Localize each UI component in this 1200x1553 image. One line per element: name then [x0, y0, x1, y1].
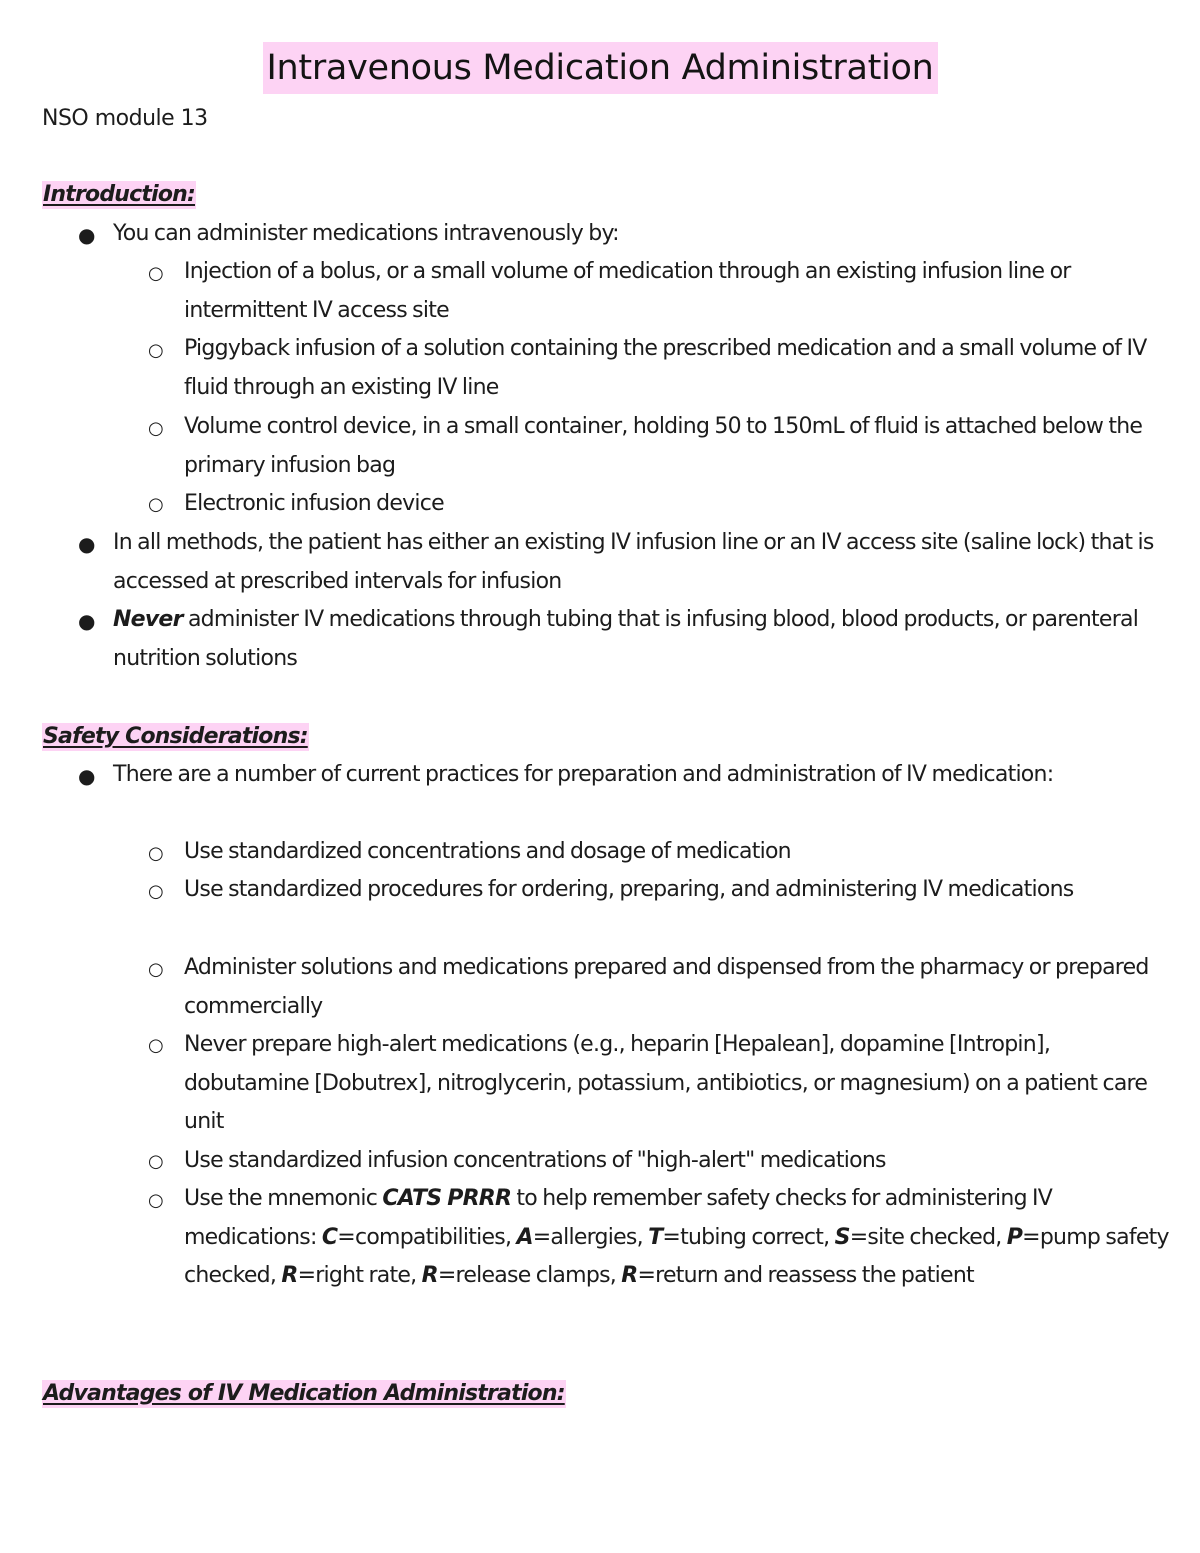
sub-list-item: Volume control device, in a small container, holding 50 to 150mL of fluid is attached below the primary infusion bag	[184, 414, 1143, 478]
circle-bullet-icon: ○	[148, 263, 164, 284]
mnemonic-meaning: =site checked,	[849, 1224, 1007, 1250]
section-heading-safety: Safety Considerations:	[43, 724, 308, 749]
mnemonic-intro: Use the mnemonic	[184, 1186, 383, 1211]
circle-bullet-icon: ○	[148, 494, 164, 515]
page-title: Intravenous Medication Administration	[263, 42, 938, 94]
mnemonic-letter: R	[421, 1263, 438, 1288]
circle-bullet-icon: ○	[148, 418, 164, 439]
circle-bullet-icon: ○	[148, 1151, 164, 1172]
mnemonic-letter: A	[516, 1224, 533, 1250]
circle-bullet-icon: ○	[148, 843, 164, 864]
section-heading-introduction: Introduction:	[43, 182, 196, 207]
circle-bullet-icon: ○	[148, 1035, 164, 1056]
sub-list-item: Never prepare high-alert medications (e.g., heparin [Hepalean], dopamine [Intropin], dobutamine [Dobutrex], nitroglycerin, potassium, antibiotics, or magnesium) on a patient care unit	[184, 1032, 1148, 1134]
circle-bullet-icon: ○	[148, 1190, 164, 1211]
circle-bullet-icon: ○	[148, 340, 164, 361]
circle-bullet-icon: ○	[148, 959, 164, 980]
list-item-text: administer IV medications through tubing that is infusing blood, blood products, or parenteral nutrition solutions	[113, 607, 1139, 671]
mnemonic-meaning: =release clamps,	[437, 1263, 622, 1288]
list-item	[113, 601, 1163, 678]
mnemonic-letter: T	[648, 1224, 663, 1250]
bullet-icon: ●	[78, 223, 96, 247]
mnemonic-letter: P	[1006, 1224, 1023, 1250]
mnemonic-letter: S	[834, 1224, 850, 1250]
mnemonic-meaning: =pump safety checked,	[184, 1224, 1169, 1288]
circle-bullet-icon: ○	[148, 881, 164, 902]
mnemonic-letter: R	[621, 1263, 638, 1288]
mnemonic-meaning: =right rate,	[297, 1263, 422, 1288]
title-row	[0, 42, 1200, 94]
sub-list-item: Piggyback infusion of a solution containing the prescribed medication and a small volume of IV fluid through an existing IV line	[184, 336, 1147, 400]
list-item: In all methods, the patient has either an existing IV infusion line or an IV access site (saline lock) that is accessed at prescribed intervals for infusion	[113, 530, 1154, 594]
sub-list-item: Use standardized infusion concentrations of "high-alert" medications	[184, 1148, 886, 1173]
sub-list-item: Injection of a bolus, or a small volume of medication through an existing infusion line or intermittent IV access site	[184, 259, 1071, 323]
emphasis-text: Never	[113, 607, 183, 632]
mnemonic-meaning: =compatibilities,	[337, 1224, 517, 1250]
module-subtitle: NSO module 13	[42, 106, 208, 131]
list-item: You can administer medications intravenously by:	[113, 221, 619, 246]
mnemonic-letter: R	[281, 1263, 298, 1288]
mnemonic-description: to help remember safety checks for administering IV medications:	[184, 1186, 1053, 1250]
sub-list-item: Administer solutions and medications prepared and dispensed from the pharmacy or prepared commercially	[184, 955, 1149, 1019]
bullet-icon: ●	[78, 764, 96, 788]
list-item: There are a number of current practices for preparation and administration of IV medication:	[113, 762, 1054, 787]
mnemonic-meaning: =tubing correct,	[662, 1224, 835, 1250]
section-heading-advantages: Advantages of IV Medication Administration:	[43, 1381, 565, 1406]
sub-list-item: Use standardized procedures for ordering, preparing, and administering IV medications	[184, 877, 1074, 902]
mnemonic-letter: C	[321, 1224, 338, 1250]
mnemonic-meaning: =return and reassess the patient	[637, 1263, 974, 1288]
sub-list-item: Use standardized concentrations and dosage of medication	[184, 839, 791, 864]
sub-list-item: Electronic infusion device	[184, 491, 444, 516]
mnemonic-acronym: CATS PRRR	[382, 1186, 512, 1211]
bullet-icon: ●	[78, 532, 96, 556]
mnemonic-meaning: =allergies,	[532, 1224, 649, 1250]
sub-list-item-mnemonic	[184, 1180, 1174, 1296]
bullet-icon: ●	[78, 609, 96, 633]
